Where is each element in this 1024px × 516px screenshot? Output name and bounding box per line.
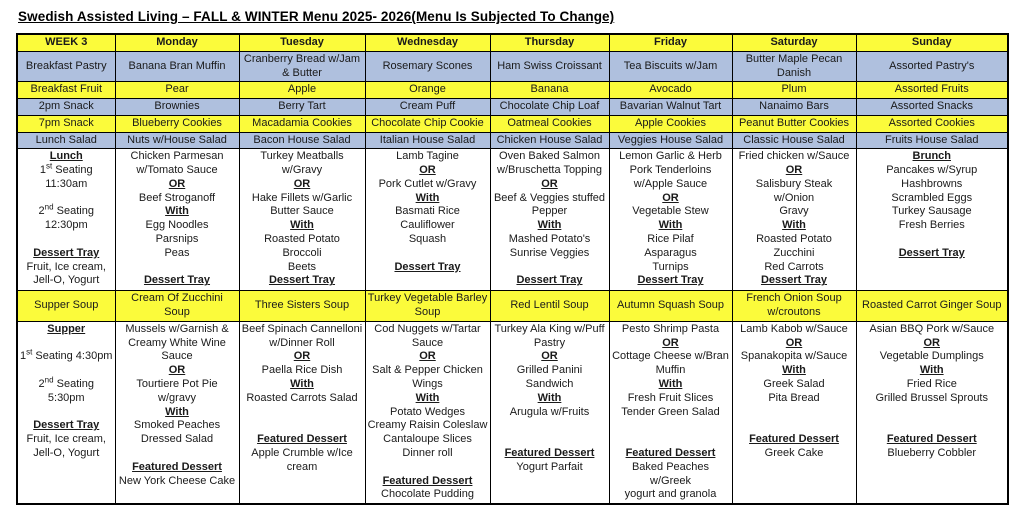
menu-line — [612, 433, 730, 447]
menu-line: Mussels w/Garnish & — [125, 322, 229, 335]
menu-line: With — [919, 364, 944, 377]
menu-line: w/gravy — [158, 391, 196, 404]
menu-line: Creamy Raisin Coleslaw — [367, 419, 488, 432]
table-row — [17, 82, 1008, 99]
row-label: Breakfast Fruit — [17, 82, 115, 99]
menu-line: 11:30am — [45, 177, 88, 190]
menu-cell: Chicken House Salad — [490, 132, 609, 149]
menu-line: Dessert Tray — [394, 260, 461, 273]
menu-cell: Apple Cookies — [609, 115, 732, 132]
menu-line — [859, 406, 1006, 420]
menu-line: With — [290, 377, 314, 390]
menu-line: Cottage Cheese w/Bran — [612, 350, 729, 363]
menu-line: Featured Dessert — [257, 433, 347, 446]
row-label: 2pm Snack — [17, 99, 115, 116]
menu-line: OR — [419, 164, 436, 177]
menu-line: Basmati Rice — [395, 205, 460, 218]
menu-line: Jell-O, Yogurt — [33, 274, 100, 287]
menu-line: Featured Dessert — [132, 460, 222, 473]
menu-line: With — [415, 391, 440, 404]
menu-line: Muffin — [655, 364, 686, 377]
menu-line: Fruit, Ice cream, — [26, 433, 106, 446]
menu-line: With — [165, 205, 189, 218]
row-label: Breakfast Pastry — [17, 51, 115, 82]
menu-cell: Fruits House Salad — [856, 132, 1008, 149]
table-row — [17, 321, 1008, 504]
menu-cell: Banana Bran Muffin — [115, 51, 239, 82]
menu-line: Fried Rice — [906, 377, 957, 390]
menu-cell: Butter Maple Pecan Danish — [732, 51, 856, 82]
menu-line: With — [782, 219, 806, 232]
menu-cell: Red Lentil Soup — [490, 291, 609, 322]
row-label: 7pm Snack — [17, 115, 115, 132]
menu-line: Brunch — [912, 150, 951, 163]
menu-line: Yogurt Parfait — [516, 460, 583, 473]
day-header-friday: Friday — [609, 34, 732, 51]
menu-line: Chicken Parmesan — [130, 150, 224, 163]
table-row — [17, 51, 1008, 82]
menu-line: Lamb Tagine — [396, 150, 459, 163]
menu-line: Beef & Veggies stuffed — [493, 191, 606, 204]
menu-line: 1st Seating — [39, 161, 93, 177]
menu-line: Dessert Tray — [33, 419, 100, 432]
menu-line: Roasted Carrots Salad — [246, 391, 358, 404]
menu-cell: Veggies House Salad — [609, 132, 732, 149]
menu-line: Sunrise Veggies — [509, 246, 590, 259]
menu-line — [859, 419, 1006, 433]
menu-line: Blueberry Cobbler — [887, 446, 977, 459]
menu-cell: Plum — [732, 82, 856, 99]
menu-line: 2nd Seating — [38, 202, 94, 218]
row-label: Supper Soup — [17, 291, 115, 322]
table-row — [17, 291, 1008, 322]
menu-cell — [239, 149, 365, 291]
menu-line — [368, 461, 488, 475]
menu-line: Asian BBQ Pork w/Sauce — [869, 322, 995, 335]
menu-line: w/Apple Sauce — [633, 177, 708, 190]
menu-line: With — [415, 191, 440, 204]
menu-line: Featured Dessert — [504, 446, 595, 459]
menu-cell: Cream Puff — [365, 99, 490, 116]
menu-line — [20, 192, 113, 206]
menu-line: Arugula w/Fruits — [509, 405, 590, 418]
menu-line: Cauliflower — [400, 219, 455, 232]
menu-line — [735, 419, 854, 433]
menu-line: New York Cheese Cake — [118, 474, 236, 487]
menu-line: Tender Green Salad — [621, 405, 720, 418]
menu-line: Smoked Peaches — [133, 419, 221, 432]
menu-line: Featured Dessert — [625, 446, 716, 459]
menu-line — [493, 261, 607, 275]
menu-cell — [732, 321, 856, 504]
menu-cell — [856, 149, 1008, 291]
menu-line: w/Dinner Roll — [269, 336, 335, 349]
menu-line: Pesto Shrimp Pasta — [621, 322, 720, 335]
menu-line: 1st Seating 4:30pm — [20, 347, 113, 363]
menu-line: Spanakopita w/Sauce — [740, 350, 848, 363]
menu-line: w/Gravy — [281, 164, 323, 177]
menu-cell: Assorted Cookies — [856, 115, 1008, 132]
menu-line: OR — [923, 336, 940, 349]
menu-line: OR — [785, 164, 803, 177]
menu-line: Squash — [408, 233, 447, 246]
menu-line: Vegetable Stew — [632, 205, 709, 218]
menu-cell: Avocado — [609, 82, 732, 99]
menu-line: w/Tomato Sauce — [136, 164, 218, 177]
menu-line — [493, 419, 607, 433]
menu-line: Cod Nuggets w/Tartar — [374, 322, 481, 335]
row-label — [17, 149, 115, 291]
menu-cell: Ham Swiss Croissant — [490, 51, 609, 82]
menu-line: Pepper — [531, 205, 568, 218]
menu-line: Pancakes w/Syrup — [886, 164, 978, 177]
menu-line: Broccoli — [282, 246, 322, 259]
menu-line: Sandwich — [525, 377, 574, 390]
menu-line — [859, 233, 1006, 247]
menu-line: Pork Tenderloins — [629, 164, 712, 177]
menu-cell — [365, 149, 490, 291]
menu-line — [20, 364, 113, 378]
menu-line: Zucchini — [773, 246, 815, 259]
table-row — [17, 149, 1008, 291]
menu-line: Dessert Tray — [760, 274, 828, 287]
menu-line: With — [165, 405, 189, 418]
menu-line: Fried chicken w/Sauce — [738, 150, 850, 163]
menu-line: Paella Rice Dish — [261, 364, 343, 377]
menu-line: Dressed Salad — [140, 433, 214, 446]
menu-line: Gravy — [779, 205, 809, 218]
menu-line: Peas — [164, 246, 190, 259]
menu-line: Dessert Tray — [268, 274, 336, 287]
menu-line: Rice Pilaf — [647, 233, 694, 246]
menu-line: OR — [293, 350, 311, 363]
menu-line: Featured Dessert — [749, 433, 839, 446]
menu-line: Butter Sauce — [270, 205, 334, 218]
menu-line: Dinner roll — [402, 446, 453, 459]
menu-line: Baked Peaches w/Greek — [631, 460, 710, 487]
menu-cell: Tea Biscuits w/Jam — [609, 51, 732, 82]
menu-line: Lemon Garlic & Herb — [619, 150, 722, 163]
menu-cell: Assorted Pastry's — [856, 51, 1008, 82]
menu-line: Pita Bread — [768, 391, 820, 404]
menu-cell: Rosemary Scones — [365, 51, 490, 82]
menu-line: cream — [286, 460, 318, 473]
menu-line: OR — [293, 177, 311, 190]
menu-cell: Chocolate Chip Cookie — [365, 115, 490, 132]
day-header-thursday: Thursday — [490, 34, 609, 51]
menu-line: Oven Baked Salmon — [499, 150, 600, 163]
menu-line: Egg Noodles — [145, 219, 209, 232]
menu-line: With — [537, 391, 562, 404]
menu-cell: Classic House Salad — [732, 132, 856, 149]
menu-line: OR — [541, 177, 558, 190]
menu-line: Salisbury Steak w/Onion — [755, 177, 833, 204]
menu-line — [118, 447, 237, 461]
menu-cell: Apple — [239, 82, 365, 99]
menu-line: yogurt and granola — [624, 488, 717, 501]
menu-line — [20, 406, 113, 420]
menu-line: Featured Dessert — [886, 433, 977, 446]
menu-line: Sauce — [161, 350, 193, 363]
day-header-wednesday: Wednesday — [365, 34, 490, 51]
menu-line: Turkey Meatballs — [260, 150, 344, 163]
menu-cell — [115, 149, 239, 291]
menu-line: Vegetable Dumplings — [879, 350, 984, 363]
menu-line: Dessert Tray — [33, 246, 100, 259]
menu-line: Fresh Fruit Slices — [627, 391, 714, 404]
menu-cell — [609, 149, 732, 291]
menu-line: Turkey Ala King w/Puff — [494, 322, 605, 335]
menu-cell: Cream Of Zucchini Soup — [115, 291, 239, 322]
menu-cell: Turkey Vegetable Barley Soup — [365, 291, 490, 322]
menu-cell — [490, 149, 609, 291]
menu-line: Turkey Sausage — [891, 205, 972, 218]
menu-line: Featured Dessert — [382, 474, 473, 487]
menu-line: Roasted Potato — [264, 233, 340, 246]
menu-line: Cantaloupe Slices — [383, 433, 472, 446]
menu-cell — [239, 321, 365, 504]
menu-line: Chocolate Pudding — [381, 488, 474, 501]
menu-cell — [856, 321, 1008, 504]
menu-line: Beets — [287, 260, 317, 273]
menu-line: Salt & Pepper Chicken — [372, 364, 483, 377]
table-row — [17, 99, 1008, 116]
menu-line: Jell-O, Yogurt — [33, 446, 100, 459]
menu-line: Greek Cake — [764, 446, 824, 459]
menu-line — [493, 433, 607, 447]
menu-cell: Chocolate Chip Loaf — [490, 99, 609, 116]
table-header-row — [17, 34, 1008, 51]
menu-cell — [490, 321, 609, 504]
menu-line: Apple Crumble w/Ice — [251, 446, 353, 459]
menu-line: Wings — [412, 377, 443, 390]
menu-cell: Autumn Squash Soup — [609, 291, 732, 322]
menu-cell: Cranberry Bread w/Jam & Butter — [239, 51, 365, 82]
menu-cell: Berry Tart — [239, 99, 365, 116]
menu-line: Mashed Potato's — [508, 233, 591, 246]
menu-cell: Pear — [115, 82, 239, 99]
menu-line: Beef Stroganoff — [138, 191, 216, 204]
menu-line: Supper — [47, 322, 86, 335]
menu-line: Roasted Potato — [756, 233, 832, 246]
day-header-saturday: Saturday — [732, 34, 856, 51]
menu-line: Grilled Brussel Sprouts — [875, 391, 988, 404]
week-header: WEEK 3 — [17, 34, 115, 51]
menu-cell — [365, 321, 490, 504]
menu-line: OR — [785, 336, 803, 349]
day-header-monday: Monday — [115, 34, 239, 51]
row-label: Lunch Salad — [17, 132, 115, 149]
menu-cell: Three Sisters Soup — [239, 291, 365, 322]
page-title: Swedish Assisted Living – FALL & WINTER Menu 2025- 2026(Menu Is Subjected To Change) — [18, 9, 615, 24]
menu-line: Beef Spinach Cannelloni — [241, 322, 363, 335]
row-label — [17, 321, 115, 504]
menu-line: Red Carrots — [764, 260, 824, 273]
menu-line: With — [290, 219, 314, 232]
menu-line: OR — [168, 177, 186, 190]
menu-line: Lunch — [49, 150, 83, 163]
menu-cell: Brownies — [115, 99, 239, 116]
menu-line: Hake Fillets w/Garlic — [251, 191, 353, 204]
menu-cell — [609, 321, 732, 504]
menu-line: 12:30pm — [44, 219, 88, 232]
menu-line: Pork Cutlet w/Gravy — [378, 177, 477, 190]
menu-cell: Banana — [490, 82, 609, 99]
menu-line — [118, 261, 237, 275]
menu-line: w/Bruschetta Topping — [497, 164, 602, 177]
menu-line: Sauce — [411, 336, 444, 349]
menu-cell: Assorted Fruits — [856, 82, 1008, 99]
menu-line: OR — [541, 350, 558, 363]
menu-line: Potato Wedges — [389, 405, 465, 418]
menu-cell: French Onion Soup w/croutons — [732, 291, 856, 322]
menu-line: With — [658, 219, 683, 232]
menu-line: OR — [168, 364, 186, 377]
menu-line — [368, 247, 488, 261]
menu-line: Dessert Tray — [516, 274, 583, 287]
menu-line: Greek Salad — [763, 377, 825, 390]
menu-cell — [732, 149, 856, 291]
menu-line: Lamb Kabob w/Sauce — [740, 322, 848, 335]
menu-cell: Peanut Butter Cookies — [732, 115, 856, 132]
menu-line: Dessert Tray — [143, 274, 211, 287]
menu-line: OR — [662, 191, 679, 204]
menu-cell: Oatmeal Cookies — [490, 115, 609, 132]
menu-line: Hashbrowns — [901, 177, 963, 190]
menu-cell: Nuts w/House Salad — [115, 132, 239, 149]
menu-line — [735, 406, 854, 420]
menu-line: Tourtiere Pot Pie — [136, 377, 218, 390]
menu-line — [20, 337, 113, 351]
menu-line: Dessert Tray — [637, 274, 704, 287]
menu-line: Fresh Berries — [898, 219, 965, 232]
table-row — [17, 115, 1008, 132]
menu-cell: Bacon House Salad — [239, 132, 365, 149]
menu-cell: Roasted Carrot Ginger Soup — [856, 291, 1008, 322]
menu-table — [16, 33, 1009, 505]
menu-line: Parsnips — [155, 233, 199, 246]
menu-line: OR — [419, 350, 436, 363]
menu-line — [20, 233, 113, 247]
menu-line: Fruit, Ice cream, — [26, 260, 106, 273]
menu-line: OR — [662, 336, 679, 349]
menu-cell — [115, 321, 239, 504]
menu-line: With — [782, 364, 806, 377]
menu-line — [242, 419, 363, 433]
menu-line: 2nd Seating 5:30pm — [38, 375, 94, 404]
menu-line: Turnips — [652, 260, 689, 273]
menu-cell: Assorted Snacks — [856, 99, 1008, 116]
menu-line: Grilled Panini — [516, 364, 583, 377]
menu-line — [242, 406, 363, 420]
day-header-sunday: Sunday — [856, 34, 1008, 51]
menu-cell: Bavarian Walnut Tart — [609, 99, 732, 116]
menu-line — [612, 419, 730, 433]
menu-cell: Orange — [365, 82, 490, 99]
menu-cell: Blueberry Cookies — [115, 115, 239, 132]
menu-line: Pastry — [533, 336, 566, 349]
table-row — [17, 132, 1008, 149]
day-header-tuesday: Tuesday — [239, 34, 365, 51]
menu-line: With — [537, 219, 562, 232]
menu-line: Asparagus — [644, 246, 697, 259]
menu-cell: Macadamia Cookies — [239, 115, 365, 132]
menu-line: Scrambled Eggs — [891, 191, 973, 204]
menu-line: With — [658, 377, 683, 390]
menu-cell: Italian House Salad — [365, 132, 490, 149]
menu-line: Dessert Tray — [898, 246, 965, 259]
menu-line: Creamy White Wine — [128, 336, 226, 349]
menu-cell: Nanaimo Bars — [732, 99, 856, 116]
